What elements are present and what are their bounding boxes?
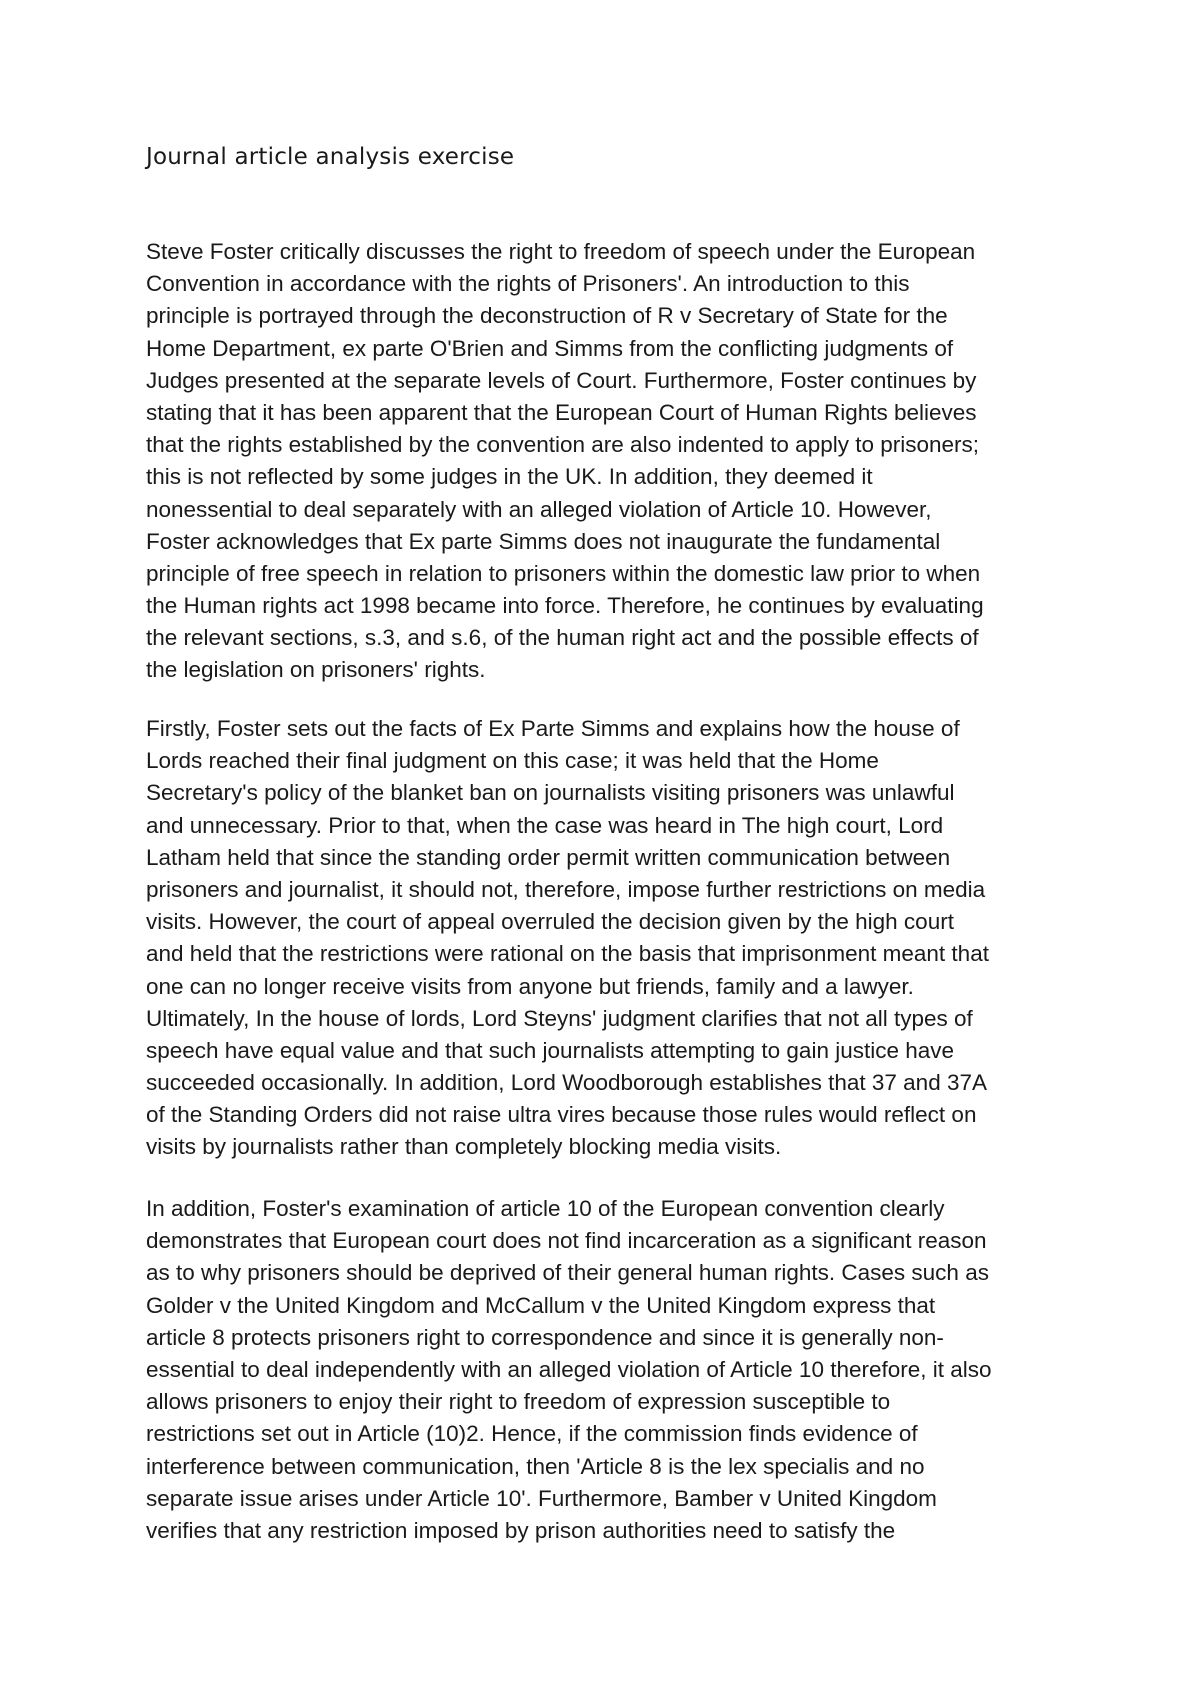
paragraph-line: Foster acknowledges that Ex parte Simms does not inaugurate the fundamental xyxy=(146,528,941,554)
paragraph-line: allows prisoners to enjoy their right to freedom of expression susceptible to xyxy=(146,1389,891,1415)
paragraph xyxy=(146,236,1086,687)
paragraph xyxy=(146,713,1086,1164)
paragraph-line: succeeded occasionally. In addition, Lord Woodborough establishes that 37 and 37A xyxy=(146,1070,987,1096)
paragraph-line: one can no longer receive visits from anyone but friends, family and a lawyer. xyxy=(146,973,914,999)
paragraph-line: In addition, Foster's examination of article 10 of the European convention clearly xyxy=(146,1196,945,1221)
paragraph-line: separate issue arises under Article 10'. Furthermore, Bamber v United Kingdom xyxy=(146,1485,937,1511)
paragraph-line: prisoners and journalist, it should not, therefore, impose further restrictions on media xyxy=(146,876,986,902)
paragraph-line: article 8 protects prisoners right to correspondence and since it is generally non- xyxy=(146,1324,944,1350)
paragraph-line: Latham held that since the standing order permit written communication between xyxy=(146,844,951,870)
paragraph-line: principle is portrayed through the deconstruction of R v Secretary of State for the xyxy=(146,303,948,329)
paragraph-line: this is not reflected by some judges in the UK. In addition, they deemed it xyxy=(146,464,873,490)
paragraph-line: Ultimately, In the house of lords, Lord Steyns' judgment clarifies that not all types of xyxy=(146,1005,973,1031)
paragraph-line: demonstrates that European court does not find incarceration as a significant reason xyxy=(146,1228,987,1254)
paragraph-line: of the Standing Orders did not raise ultra vires because those rules would reflect on xyxy=(146,1102,977,1128)
paragraph-line: nonessential to deal separately with an alleged violation of Article 10. However, xyxy=(146,496,932,522)
paragraph-line: Home Department, ex parte O'Brien and Simms from the conflicting judgments of xyxy=(146,335,954,361)
paragraph-line: that the rights established by the convention are also indented to apply to prisoners; xyxy=(146,432,980,458)
paragraph-line: and held that the restrictions were rational on the basis that imprisonment meant that xyxy=(146,941,989,967)
paragraph-line: the Human rights act 1998 became into force. Therefore, he continues by evaluating xyxy=(146,593,984,619)
paragraph-line: as to why prisoners should be deprived of their general human rights. Cases such as xyxy=(146,1260,989,1286)
paragraph-line: essential to deal independently with an alleged violation of Article 10 therefore, it also xyxy=(146,1356,992,1382)
paragraph-line: the relevant sections, s.3, and s.6, of the human right act and the possible effects of xyxy=(146,625,979,651)
paragraph-line: the legislation on prisoners' rights. xyxy=(146,657,486,683)
paragraph-line: verifies that any restriction imposed by prison authorities need to satisfy the xyxy=(146,1517,896,1543)
paragraph-line: Firstly, Foster sets out the facts of Ex Parte Simms and explains how the house of xyxy=(146,716,960,741)
paragraph-line: interference between communication, then 'Article 8 is the lex specialis and no xyxy=(146,1453,925,1479)
paragraph-line: restrictions set out in Article (10)2. Hence, if the commission finds evidence of xyxy=(146,1421,918,1447)
paragraph-line: Secretary's policy of the blanket ban on journalists visiting prisoners was unlawful xyxy=(146,780,955,806)
paragraph xyxy=(146,1193,1086,1547)
paragraph-line: and unnecessary. Prior to that, when the case was heard in The high court, Lord xyxy=(146,812,944,838)
paragraph-line: principle of free speech in relation to prisoners within the domestic law prior to when xyxy=(146,560,981,586)
paragraph-line: stating that it has been apparent that the European Court of Human Rights believes xyxy=(146,399,977,425)
paragraph-line: Judges presented at the separate levels of Court. Furthermore, Foster continues by xyxy=(146,367,977,393)
paragraph-line: speech have equal value and that such journalists attempting to gain justice have xyxy=(146,1037,955,1063)
paragraph-line: Golder v the United Kingdom and McCallum v the United Kingdom express that xyxy=(146,1292,936,1318)
paragraph-line: visits by journalists rather than completely blocking media visits. xyxy=(146,1134,782,1160)
paragraph-line: Lords reached their final judgment on this case; it was held that the Home xyxy=(146,748,879,774)
paragraph-line: visits. However, the court of appeal overruled the decision given by the high court xyxy=(146,909,954,935)
paragraph-line: Steve Foster critically discusses the right to freedom of speech under the European xyxy=(146,239,976,264)
paragraph-line: Convention in accordance with the rights of Prisoners'. An introduction to this xyxy=(146,271,910,297)
document-title: Journal article analysis exercise xyxy=(146,144,515,170)
